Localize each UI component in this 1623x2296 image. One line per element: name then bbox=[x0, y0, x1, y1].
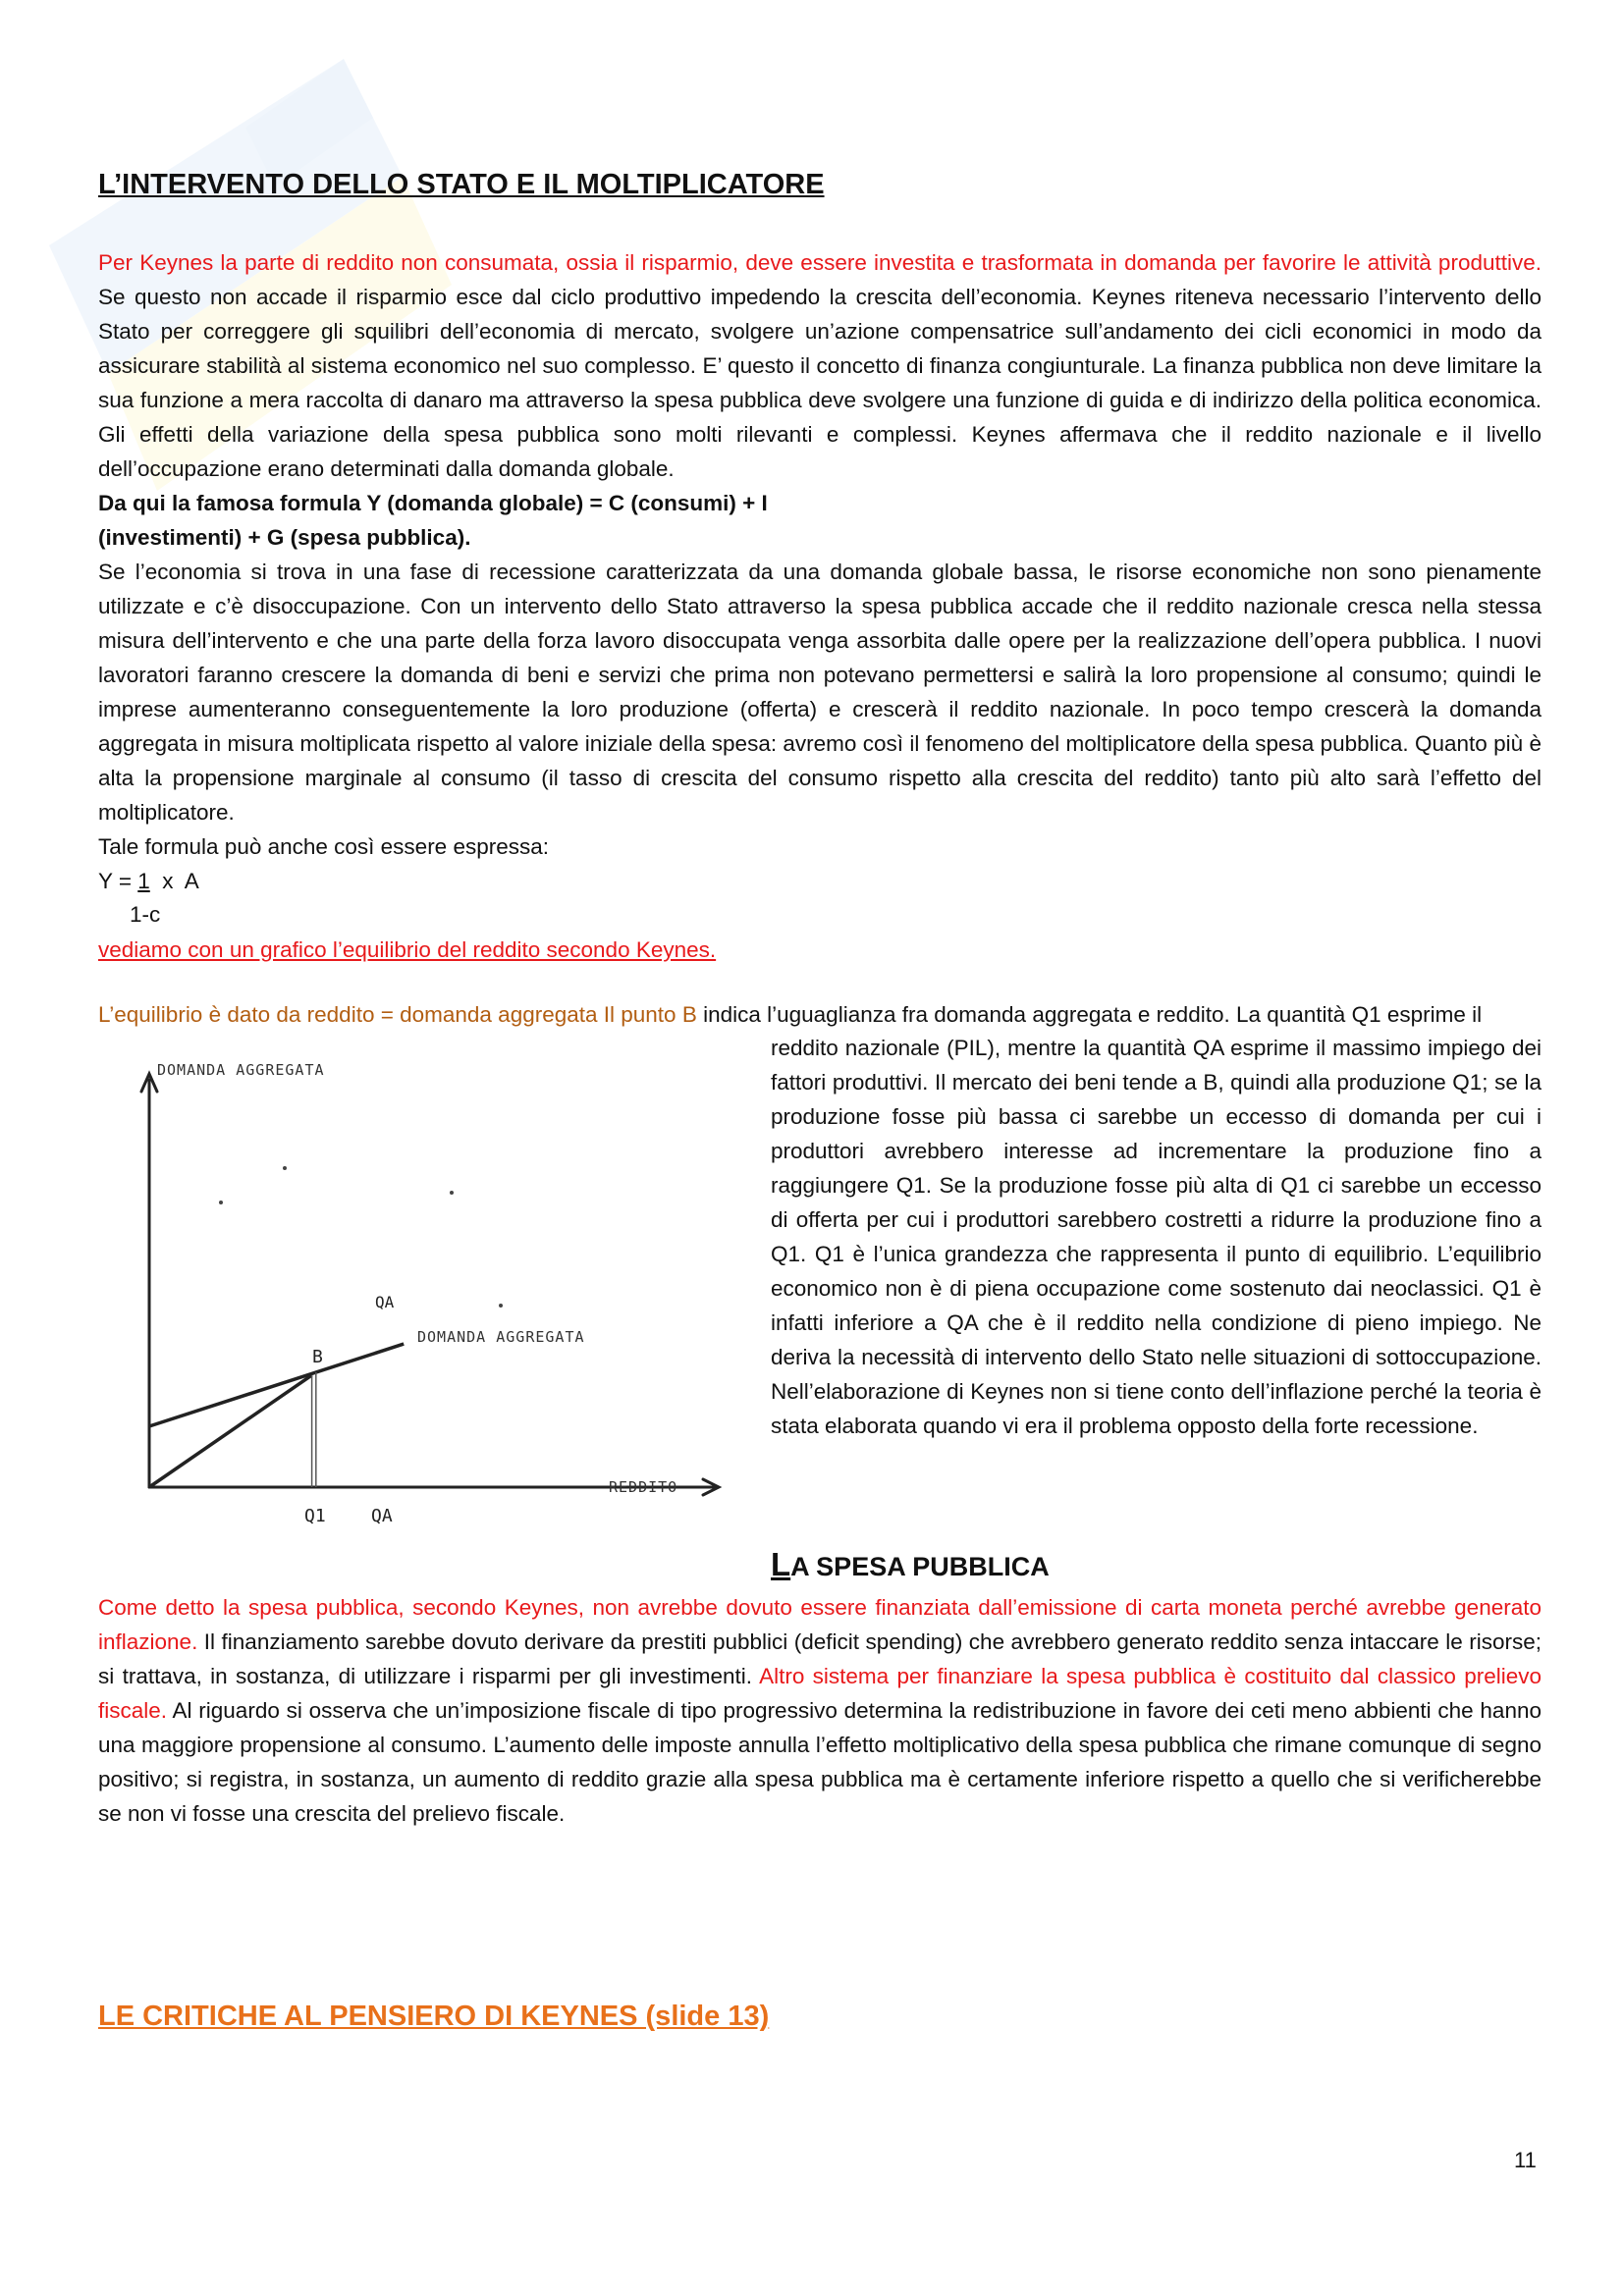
formula-denominator: 1-c bbox=[130, 902, 161, 927]
formula-line-2: (investimenti) + G (spesa pubblica). bbox=[98, 525, 471, 550]
formula-numerator: 1 bbox=[137, 869, 150, 893]
formula-intro: Tale formula può anche così essere espressa: bbox=[98, 834, 549, 859]
qa-label: QA bbox=[371, 1506, 393, 1526]
aggregate-demand-line-label: DOMANDA AGGREGATA bbox=[417, 1328, 585, 1346]
page-title: L’INTERVENTO DELLO STATO E IL MOLTIPLICATORE bbox=[98, 169, 825, 200]
section-title-critiche: LE CRITICHE AL PENSIERO DI KEYNES (slide 13) bbox=[98, 2001, 770, 2032]
y-axis-label: DOMANDA AGGREGATA bbox=[157, 1061, 325, 1079]
income-45-line bbox=[149, 1375, 312, 1487]
spesa-end: Al riguardo si osserva che un’imposizione fiscale di tipo progressivo determina la redistribuzione in favore dei ceti meno abbienti che hanno una maggiore propensione al consumo. L’aumento delle imposte annulla l’effetto moltiplicativo della spesa pubblica che rimane comunque di segno positivo; si registra, in sostanza, un aumento di reddito grazie alla spesa pubblica ma è certamente inferiore rispetto a quello che si verificherebbe se non vi fosse una crescita del prelievo fiscale. bbox=[98, 1698, 1542, 1826]
intro-paragraph bbox=[98, 245, 1542, 486]
equilibrium-side-text: reddito nazionale (PIL), mentre la quantità QA esprime il massimo impiego dei fattori produttivi. Il mercato dei beni tende a B, quindi alla produzione Q1; se la produzione fosse più bassa ci sarebbe un eccesso di domanda per cui i produttori avrebbero interesse ad incrementare la produzione fino a raggiungere Q1. Se la produzione fosse più alta di Q1 ci sarebbe un eccesso di offerta per cui i produttori sarebbero costretti a ridurre la produzione fino a Q1. Q1 è l’unica grandezza che rappresenta il punto di equilibrio. L’equilibrio economico non è di piena occupazione come sostenuto dai neoclassici. Q1 è infatti inferiore a QA che è il reddito nella condizione di pieno impiego. Ne deriva la necessità di intervento dello Stato nelle situazioni di sottoccupazione. Nell’elaborazione di Keynes non si tiene conto dell’inflazione perché la teoria è stata elaborata quando vi era il problema opposto della forte recessione. bbox=[771, 1036, 1542, 1438]
intro-highlight: Per Keynes la parte di reddito non consumata, ossia il risparmio, deve essere investita e trasformata in domanda per favorire le attività produttive. bbox=[98, 250, 1542, 275]
aggregate-demand-line bbox=[149, 1344, 404, 1426]
spesa-mid: Il finanziamento sarebbe dovuto derivare da prestiti pubblici (deficit spending) che avrebbero generato reddito senza intaccare le risorse; si trattava, in sostanza, di utilizzare i risparmi per gli investimenti. bbox=[98, 1629, 1542, 1688]
formula-x-a: x A bbox=[149, 869, 199, 893]
scribble-dot bbox=[450, 1191, 454, 1195]
equilibrium-first-line bbox=[98, 997, 1542, 1032]
multiplier-formula bbox=[98, 864, 1542, 898]
qa-top-label: QA bbox=[375, 1293, 395, 1311]
spesa-pubblica-paragraph bbox=[98, 1590, 1542, 1831]
q1-label: Q1 bbox=[304, 1506, 326, 1526]
scribble-dot bbox=[219, 1201, 223, 1204]
keynes-equilibrium-chart bbox=[128, 1050, 756, 1531]
page-number: 11 bbox=[1514, 2148, 1537, 2172]
recession-paragraph: Se l’economia si trova in una fase di recessione caratterizzata da una domanda globale bassa, le risorse economiche non sono pienamente utilizzate e c’è disoccupazione. Con un intervento dello Stato attraverso la spesa pubblica accade che il reddito nazionale cresca nella stessa misura dell’intervento e che una parte della forza lavoro disoccupata venga assorbita dalle opere per la realizzazione dell’opera pubblica. I nuovi lavoratori faranno crescere la domanda di beni e servizi che prima non potevano permettersi e salirà la loro propensione al consumo; quindi le imprese aumenteranno conseguentemente la loro produzione (offerta) e crescerà il reddito nazionale. In poco tempo crescerà la domanda aggregata in misura moltiplicata rispetto al valore iniziale della spesa: avremo così il fenomeno del moltiplicatore della spesa pubblica. Quanto più è alta la propensione marginale al consumo (il tasso di crescita del consumo rispetto alla crescita del reddito) tanto più alto sarà l’effetto del moltiplicatore. bbox=[98, 560, 1542, 825]
section-title-rest: A SPESA PUBBLICA bbox=[790, 1552, 1050, 1581]
graph-intro: vediamo con un grafico l’equilibrio del reddito secondo Keynes. bbox=[98, 937, 717, 962]
formula-line-1: Da qui la famosa formula Y (domanda globale) = C (consumi) + I bbox=[98, 491, 768, 515]
scribble-dot bbox=[499, 1304, 503, 1308]
formula-y: Y = bbox=[98, 869, 138, 893]
formula-statement bbox=[98, 486, 1542, 555]
equilibrium-highlight: L’equilibrio è dato da reddito = domanda aggregata Il punto B bbox=[98, 1002, 697, 1027]
x-axis-label: REDDITO bbox=[609, 1478, 678, 1496]
intro-text: Se questo non accade il risparmio esce dal ciclo produttivo impedendo la crescita dell’economia. Keynes riteneva necessario l’intervento dello Stato per correggere gli squilibri dell’economia di mercato, svolgere un’azione compensatrice sull’andamento dei cicli economici in modo da assicurare stabilità al sistema economico nel suo complesso. E’ questo il concetto di finanza congiunturale. La finanza pubblica non deve limitare la sua funzione a mera raccolta di danaro ma attraverso la spesa pubblica deve svolgere una funzione di guida e di indirizzo della politica economica. Gli effetti della variazione della spesa pubblica sono molti rilevanti e complessi. Keynes affermava che il reddito nazionale e il livello dell’occupazione erano determinati dalla domanda globale. bbox=[98, 285, 1542, 481]
section-title-spesa-pubblica bbox=[771, 1546, 1050, 1583]
spesa-red-1: Come detto la spesa pubblica, secondo Keynes, non avrebbe dovuto essere finanziata dall’emissione di carta moneta perché avrebbe generato inflazione. bbox=[98, 1595, 1542, 1654]
section-title-initial: L bbox=[771, 1546, 791, 1582]
point-b-label: B bbox=[312, 1347, 323, 1367]
spesa-red-2: Altro sistema per finanziare la spesa pubblica è costituito dal classico prelievo fiscale. bbox=[98, 1664, 1542, 1723]
scribble-dot bbox=[283, 1166, 287, 1170]
equilibrium-text: indica l’uguaglianza fra domanda aggregata e reddito. La quantità Q1 esprime il bbox=[696, 1002, 1483, 1027]
